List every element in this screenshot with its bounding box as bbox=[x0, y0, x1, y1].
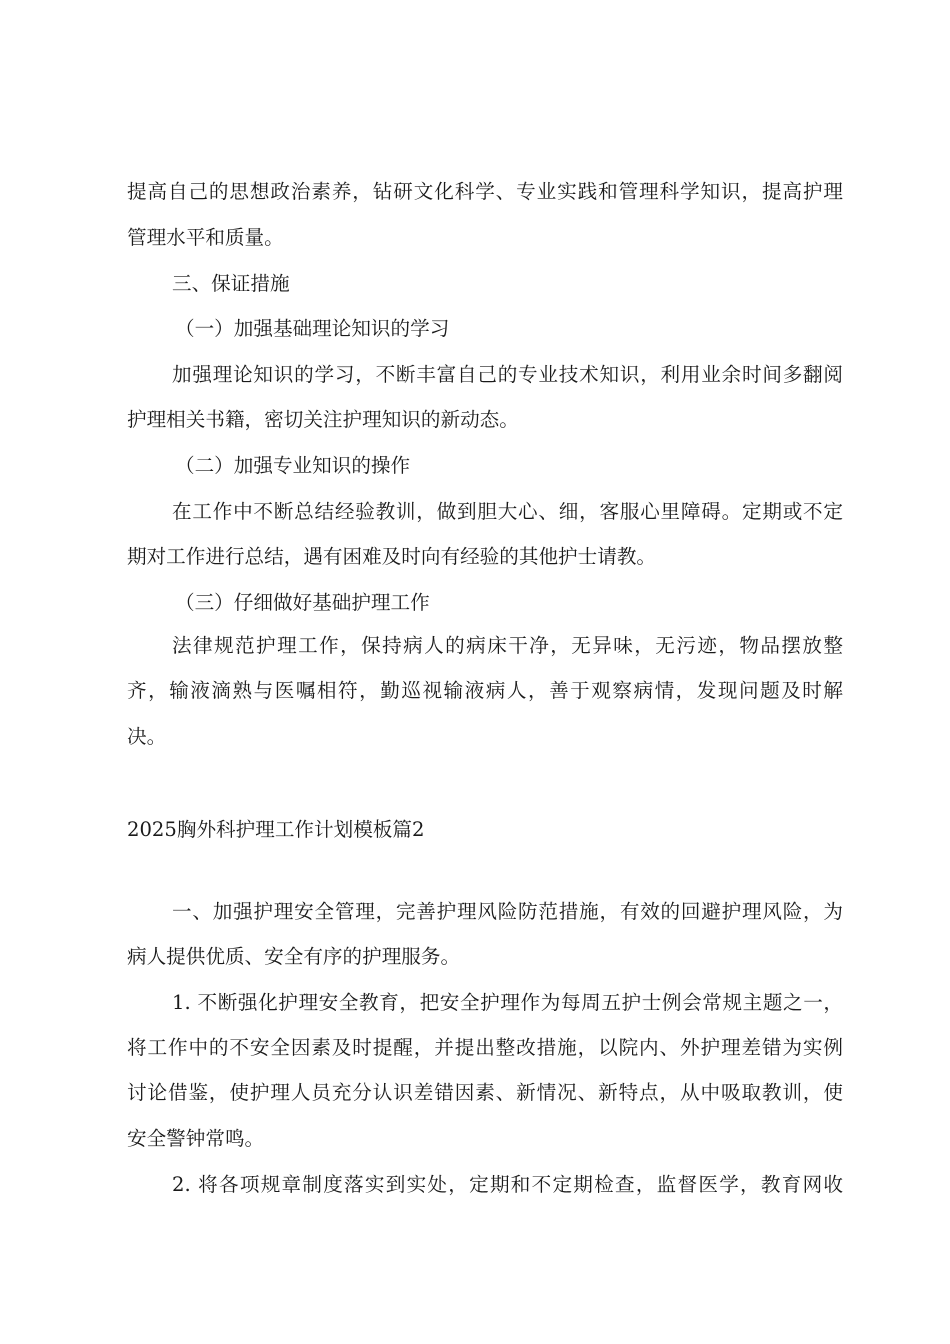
document-title: 2025胸外科护理工作计划模板篇2 bbox=[127, 818, 425, 841]
paragraph-line: 加强理论知识的学习，不断丰富自己的专业技术知识，利用业余时间多翻阅 bbox=[172, 363, 843, 386]
paragraph-line: 在工作中不断总结经验教训，做到胆大心、细，客服心里障碍。定期或不定 bbox=[172, 500, 843, 523]
paragraph-line: 决。 bbox=[127, 725, 167, 748]
paragraph-line: 护理相关书籍，密切关注护理知识的新动态。 bbox=[127, 408, 519, 431]
paragraph-line: 病人提供优质、安全有序的护理服务。 bbox=[127, 945, 461, 968]
section-heading: 三、保证措施 bbox=[172, 272, 290, 295]
paragraph-line: 一、加强护理安全管理，完善护理风险防范措施，有效的回避护理风险，为 bbox=[172, 900, 843, 923]
paragraph-line: 齐，输液滴熟与医嘱相符，勤巡视输液病人，善于观察病情，发现问题及时解 bbox=[127, 679, 843, 702]
subsection-heading: （二）加强专业知识的操作 bbox=[175, 454, 411, 477]
subsection-heading: （一）加强基础理论知识的学习 bbox=[175, 317, 450, 340]
paragraph-line: 期对工作进行总结，遇有困难及时向有经验的其他护士请教。 bbox=[127, 545, 657, 568]
paragraph-line: 讨论借鉴，使护理人员充分认识差错因素、新情况、新特点，从中吸取教训，使 bbox=[127, 1081, 843, 1104]
subsection-heading: （三）仔细做好基础护理工作 bbox=[175, 591, 430, 614]
paragraph-line: 安全警钟常鸣。 bbox=[127, 1127, 265, 1150]
paragraph-line: 将工作中的不安全因素及时提醒，并提出整改措施，以院内、外护理差错为实例 bbox=[127, 1036, 843, 1059]
paragraph-line: 1. 不断强化护理安全教育，把安全护理作为每周五护士例会常规主题之一， bbox=[172, 991, 843, 1014]
paragraph-line: 管理水平和质量。 bbox=[127, 226, 284, 249]
paragraph-line: 法律规范护理工作，保持病人的病床干净，无异味，无污迹，物品摆放整 bbox=[172, 634, 843, 657]
paragraph-line: 2. 将各项规章制度落实到实处，定期和不定期检查，监督医学，教育网收 bbox=[172, 1173, 843, 1196]
paragraph-line: 提高自己的思想政治素养，钻研文化科学、专业实践和管理科学知识，提高护理 bbox=[127, 180, 843, 203]
